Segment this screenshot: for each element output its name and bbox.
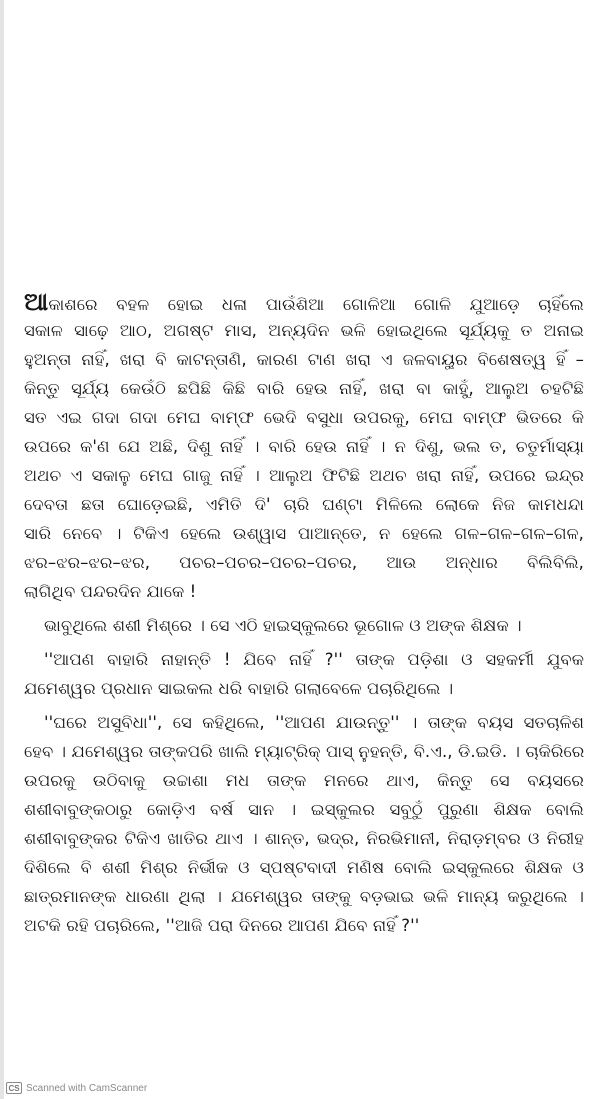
text-line-4: କିନ୍ତୁ ସୂର୍ଯ୍ୟ କେଉଁଠି ଛପିଛି କିଛି ବାରି ହେଉ ନାହିଁ, ଖରା ବା କାହୁଁ, ଆଲୁଅ ଚହଟିଛି — [24, 379, 584, 398]
text-line-21: ଛାତ୍ରମାନଙ୍କ ଧାରଣା ଥିଲା । ଯମେଶ୍ୱର ତାଙ୍କୁ ବଡ଼ଭାଇ ଭଳି ମାନ୍ୟ କରୁଥିଲେ । — [24, 887, 584, 906]
drop-cap: ଆ — [24, 288, 49, 316]
text-line-11: ଲାଗିଥିବ ପନ୍ଦରଦିନ ଯାକେ ! — [24, 582, 197, 601]
text-line-12: ଭାବୁଥିଲେ ଶଶୀ ମିଶ୍ରେ । ସେ ଏଠି ହାଇସ୍କୁଲରେ ଭୂଗୋଳ ଓ ଅଙ୍କ ଶିକ୍ଷକ । — [44, 616, 522, 635]
text-line-19: ଶଶୀବାବୁଙ୍କର ଟିକିଏ ଖାତିର ଥାଏ । ଶାନ୍ତ, ଭଦ୍ର, ନିରଭିମାନୀ, ନିରାଡ଼ମ୍ବର ଓ ନିରୀହ — [24, 829, 584, 848]
text-line-7: ଅଥଚ ଏ ସକାଳୁ ମେଘ ଗାଜୁ ନାହିଁ । ଆଲୁଅ ଫିଟିଛି ଅଥଚ ଖରା ନାହିଁ, ଉପରେ ଇନ୍ଦ୍ର — [24, 466, 584, 485]
text-line-13: ''ଆପଣ ବାହାରି ନାହାନ୍ତି ! ଯିବେ ନାହିଁ ?'' ତାଙ୍କ ପଡ଼ିଶା ଓ ସହକର୍ମୀ ଯୁବକ — [44, 650, 584, 669]
text-line-9: ସାରି ନେବେ । ଟିକିଏ ହେଲେ ଉଶ୍ୱାସ ପାଆନ୍ତେ, ନ ହେଲେ ଗଳ–ଗଳ–ଗଳ–ଗଳ, — [24, 524, 584, 543]
camscanner-logo-icon: CS — [6, 1082, 22, 1094]
text-line-1 — [24, 288, 584, 316]
scanner-watermark — [6, 1080, 147, 1096]
text-line-8: ଦେବତା ଛତା ଘୋଡ଼େଇଛି, ଏମିତି ଦି' ଚାରି ଘଣ୍ଟା ମିଳିଲେ ଲୋକେ ନିଜ କାମଧନ୍ଦା — [24, 495, 584, 514]
story-text — [24, 288, 584, 1028]
text-line-10: ଝର–ଝର–ଝର–ଝର, ପଚର–ପଚର–ପଚର–ପଚର, ଆଉ ଅନ୍ଧାର ବିଲିବିଲି, — [24, 553, 584, 572]
text-line-6: ଉପରେ କ'ଣ ଯେ ଅଛି, ଦିଶୁ ନାହିଁ । ବାରି ହେଉ ନାହିଁ । ନ ଦିଶୁ, ଭଲ ତ, ଚତୁର୍ମାସ୍ୟା — [24, 437, 584, 456]
text-line-20: ଦିଶିଲେ ବି ଶଶୀ ମିଶ୍ର ନିର୍ଭୀକ ଓ ସ୍ପଷ୍ଟବାଦୀ ମଣିଷ ବୋଲି ଇସ୍କୁଲରେ ଶିକ୍ଷକ ଓ — [24, 858, 584, 877]
text-line-15: ''ଘରେ ଅସୁବିଧା'', ସେ କହିଥିଲେ, ''ଆପଣ ଯାଉନ୍ତୁ'' । ତାଙ୍କ ବୟସ ସତଚାଳିଶ — [44, 713, 584, 732]
text-line-2: ସକାଳ ସାଢ଼େ ଆଠ, ଅଗଷ୍ଟ ମାସ, ଅନ୍ୟଦିନ ଭଳି ହୋଇଥିଲେ ସୂର୍ଯ୍ୟକୁ ତ ଅନାଇ — [24, 321, 584, 340]
text-line-22: ଅଟକି ରହି ପଚାରିଲେ, ''ଆଜି ପରା ଦିନରେ ଆପଣ ଯିବେ ନାହିଁ ?'' — [24, 916, 420, 935]
text-line-18: ଶଶୀବାବୁଙ୍କଠାରୁ କୋଡ଼ିଏ ବର୍ଷ ସାନ । ଇସ୍କୁଲର ସବୁଠୁଁ ପୁରୁଣା ଶିକ୍ଷକ ବୋଲି — [24, 800, 584, 819]
text-line-3: ହୁଅନ୍ତା ନାହିଁ, ଖରା ବି କାଟନ୍ତାଣି, କାରଣ ଟାଣ ଖରା ଏ ଜଳବାୟୁର ବିଶେଷତ୍ୱ ହିଁ – — [24, 350, 584, 369]
text-line-17: ଉପରକୁ ଉଠିବାକୁ ଉଚ୍ଚାଶା ମଧ ତାଙ୍କ ମନରେ ଥାଏ, କିନ୍ତୁ ସେ ବୟସରେ — [24, 771, 584, 790]
scan-edge-shadow — [0, 0, 4, 1099]
text-line-14: ଯମେଶ୍ୱର ପ୍ରଧାନ ସାଇକଲ ଧରି ବାହାରି ଗଲାବେଳେ ପଚାରିଥିଲେ । — [24, 679, 454, 698]
text-line-16: ହେବ । ଯମେଶ୍ୱର ତାଙ୍କପରି ଖାଲି ମ୍ୟାଟ୍ରିକ୍ ପାସ୍ ନୁହନ୍ତି, ବି.ଏ., ଡି.ଇଡି. । ଚାକିରିରେ — [24, 742, 584, 761]
text-line-5: ସତ ଏଇ ଗଦା ଗଦା ମେଘ ବାମ୍ଫ ଭେଦି ବସୁଧା ଉପରକୁ, ମେଘ ବାମ୍ଫ ଭିତରେ କି — [24, 408, 584, 427]
text-line-1-content: କାଶରେ ବହଳ ହୋଇ ଧଳା ପାଉଁଶିଆ ଗୋଳିଆ ଗୋଳି ଯୁଆଡ଼େ ଚାହିଁଲେ — [48, 295, 584, 314]
watermark-text: Scanned with CamScanner — [26, 1082, 148, 1094]
